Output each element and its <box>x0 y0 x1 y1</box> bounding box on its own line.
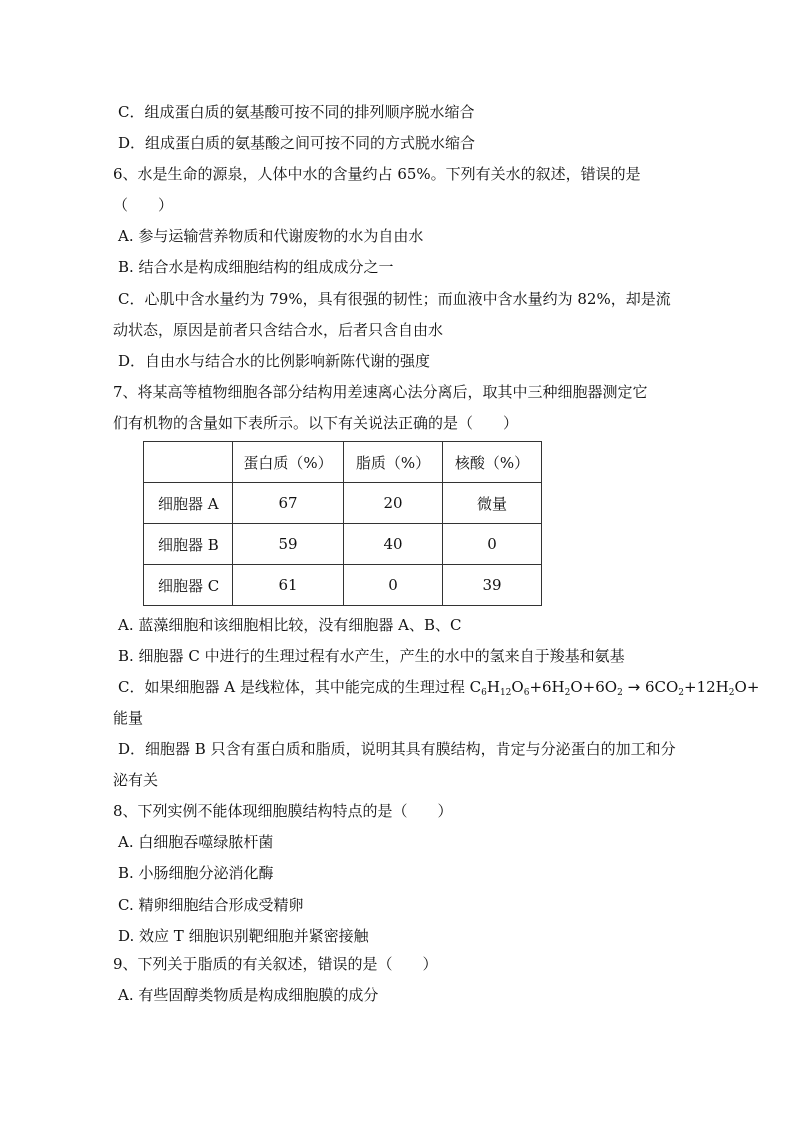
table-cell: 细胞器 C <box>144 565 233 606</box>
question-8: 8、下列实例不能体现细胞膜结构特点的是（ ） <box>113 802 453 820</box>
q6-option-c: C．心肌中含水量约为 79%，具有很强的韧性；而血液中含水量约为 82%，却是流 <box>118 290 671 308</box>
q9-option-a: A. 有些固醇类物质是构成细胞膜的成分 <box>118 986 379 1004</box>
question-7-cont: 们有机物的含量如下表所示。以下有关说法正确的是（ ） <box>113 414 519 432</box>
table-row <box>144 565 542 606</box>
q8-option-b: B. 小肠细胞分泌消化酶 <box>118 864 274 882</box>
table-row <box>144 483 542 524</box>
table-cell: 40 <box>344 524 443 565</box>
table-header-row <box>144 442 542 483</box>
q5-option-d: D．组成蛋白质的氨基酸之间可按不同的方式脱水缩合 <box>118 134 476 152</box>
q7-option-a: A. 蓝藻细胞和该细胞相比较，没有细胞器 A、B、C <box>118 616 462 634</box>
table-cell: 61 <box>233 565 344 606</box>
q7-option-d-cont: 泌有关 <box>113 771 159 789</box>
table-row <box>144 524 542 565</box>
question-9: 9、下列关于脂质的有关叙述，错误的是（ ） <box>113 955 438 973</box>
table-cell: 0 <box>443 524 542 565</box>
q7-option-c-text: C．如果细胞器 A 是线粒体，其中能完成的生理过程 <box>118 678 470 696</box>
q6-option-d: D．自由水与结合水的比例影响新陈代谢的强度 <box>118 352 431 370</box>
q7-option-d: D．细胞器 B 只含有蛋白质和脂质，说明其具有膜结构，肯定与分泌蛋白的加工和分 <box>118 740 676 758</box>
respiration-equation: $C_6H_{12}O_6+6H_2O+6O_2 \to 6CO_2+12H_2O+$ <box>469 678 760 698</box>
table-cell: 20 <box>344 483 443 524</box>
q7-option-c-cont: 能量 <box>113 709 144 727</box>
q8-option-c: C. 精卵细胞结合形成受精卵 <box>118 896 304 914</box>
table-header-cell: 脂质（%） <box>344 442 443 483</box>
question-7: 7、将某高等植物细胞各部分结构用差速离心法分离后，取其中三种细胞器测定它 <box>113 383 648 401</box>
table-header-cell: 核酸（%） <box>443 442 542 483</box>
q7-option-c <box>118 677 759 697</box>
table-header-cell <box>144 442 233 483</box>
q6-option-c-cont: 动状态，原因是前者只含结合水，后者只含自由水 <box>113 321 444 339</box>
question-6-bracket: （ ） <box>113 196 174 214</box>
table-cell: 39 <box>443 565 542 606</box>
q8-option-a: A. 白细胞吞噬绿脓杆菌 <box>118 833 274 851</box>
table-cell: 59 <box>233 524 344 565</box>
arrow-icon: → <box>627 678 641 696</box>
table-cell: 0 <box>344 565 443 606</box>
organelle-table <box>143 441 542 606</box>
table-cell: 67 <box>233 483 344 524</box>
q6-option-b: B. 结合水是构成细胞结构的组成成分之一 <box>118 258 394 276</box>
question-6: 6、水是生命的源泉，人体中水的含量约占 65%。下列有关水的叙述，错误的是 <box>113 165 641 183</box>
q8-option-d: D. 效应 T 细胞识别靶细胞并紧密接触 <box>118 927 369 945</box>
q6-option-a: A. 参与运输营养物质和代谢废物的水为自由水 <box>118 227 424 245</box>
q7-option-b: B. 细胞器 C 中进行的生理过程有水产生，产生的水中的氢来自于羧基和氨基 <box>118 647 625 665</box>
table-header-cell: 蛋白质（%） <box>233 442 344 483</box>
table-cell: 细胞器 B <box>144 524 233 565</box>
q5-option-c: C．组成蛋白质的氨基酸可按不同的排列顺序脱水缩合 <box>118 103 475 121</box>
table-cell: 微量 <box>443 483 542 524</box>
table-cell: 细胞器 A <box>144 483 233 524</box>
